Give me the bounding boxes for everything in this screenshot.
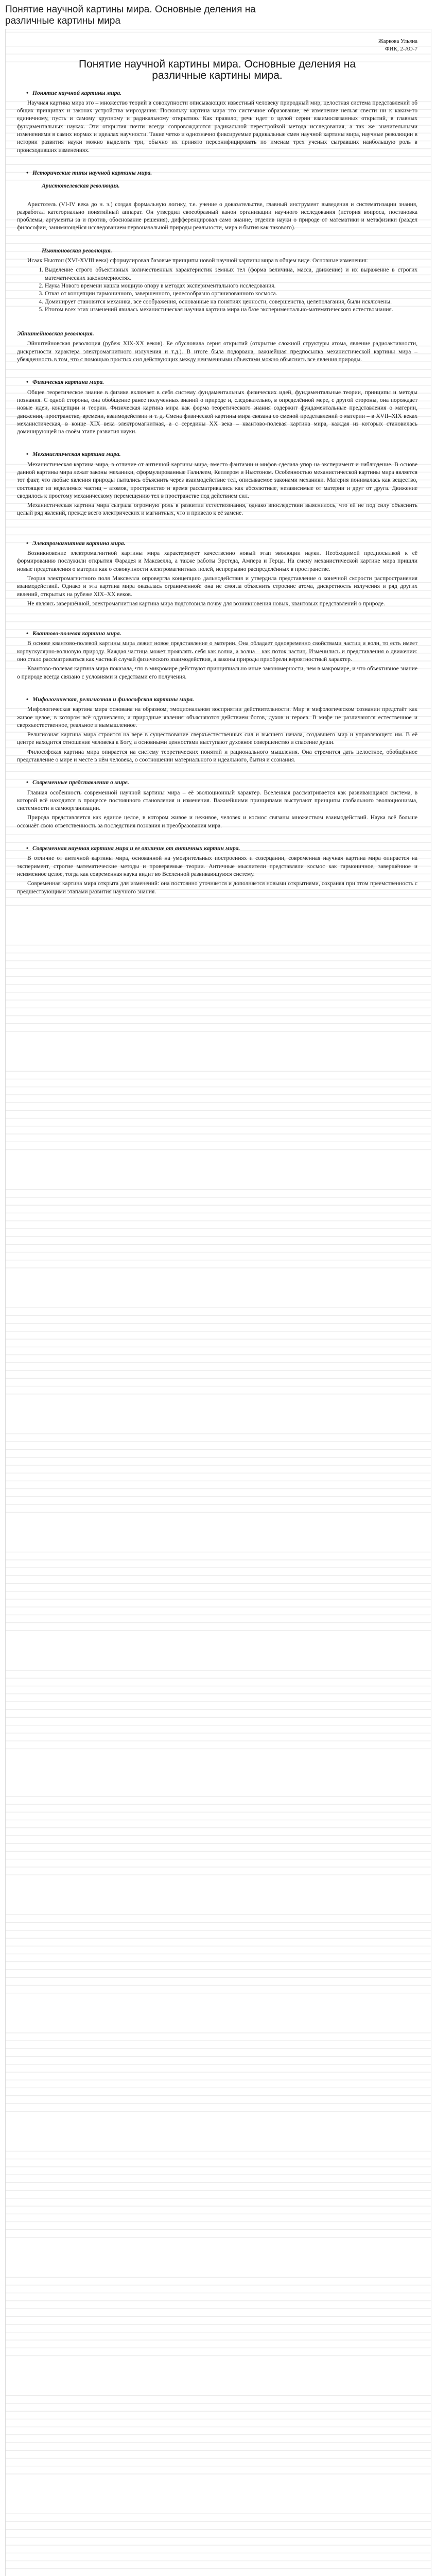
document-header-title: Понятие научной картины мира. Основные деления на различные картины мира [5, 4, 256, 26]
section-heading-mythological-religious-philosophical: • Мифологическая, религиозная и философская картины мира. [17, 696, 417, 704]
section-heading-mechanistic-picture: • Механистическая картина мира. [17, 451, 417, 459]
paragraph: Квантово-полевая картина мира показала, что в микромире действуют принципиально иные закономерности, чем в макромире, и что объективное знание о природе всегда связано с условиями и средствами его получения. [17, 666, 417, 680]
paragraph: Эйнштейновская революция (рубеж XIX-XX веков). Ее обусловила серия открытий (открытие сложной структуры атома, явление радиоактивности, дискретности характера электромагнитного излучения и т.д.). В итоге была подорвана, важнейшая предпосылка механистической картины мира – убежденность в том, что с помощью простых сил действующих между неизменными объектами можно объяснить все явления природы. [17, 341, 417, 363]
paragraph: Механистическая картина мира, в отличие от античной картины мира, вместо фантазии и мифов сделала упор на эксперимент и наблюдение. В основе данной картины мира лежат законы механики, сформулированные Галилеем, Кеплером и Ньютоном. Особенностью механистической картины мира является тот факт, что любые явления природы пытались объяснить через взаимодействие тел, описываемое законами механики. Материя понималась как вещество, состоящее из неделимых частиц – атомов, пространство и время рассматривались как абсолютные, независимые от материи и друг от друга. Движение сводилось к простому механическому перемещению тел в пространстве под действием сил. [17, 461, 417, 499]
section-heading-physical-picture: • Физическая картина мира. [17, 379, 417, 386]
subheading-aristotle-revolution: Аристотелевская революция. [42, 183, 120, 190]
subheading-newton-revolution: Ньютоновская революция. [42, 247, 112, 254]
list-item: 5. Итогом всех этих изменений явилась механистическая научная картина мира на базе экспериментально-математического естествознания. [45, 306, 417, 314]
paragraph: Исаак Ньютон (XVI-XVIII века) сформулировал базовые принципы новой научной картины мира в общем виде. Основные изменения: [27, 258, 368, 264]
list-item: 2. Наука Нового времени нашла мощную опору в методах экспериментального исследования. [45, 282, 417, 290]
paragraph: Аристотель (VI-IV века до н. э.) создал формальную логику, т.е. учение о доказательстве, главный инструмент выведения и систематизации знания, разработал категориально понятийный аппарат. Он утвердил своеобразный канон организации научного исследования (история вопроса, постановка проблемы, аргументы за и против, обоснование решения), дифференцировал само знание, отделив науки о природе от математики и метафизики (раздел философии, занимающейся исследованием первоначальной природы реальности, мира и бытия как такового). [17, 201, 417, 231]
paragraph: Религиозная картина мира строится на вере в существование сверхъестественных сил и высшего начала, создавшего мир и управляющего им. В её центре находится отношение человека к Богу, а основными ценностями выступают духовное совершенство и спасение души. [17, 732, 417, 746]
section-heading-quantum-field-picture: • Квантово-полевая картина мира. [17, 630, 417, 638]
paragraph: Не являясь завершённой, электромагнитная картина мира подготовила почву для возникновения новых, квантовых представлений о природе. [27, 600, 385, 607]
document-page [5, 29, 431, 2576]
changes-list [17, 266, 417, 314]
list-item: 3. Отказ от концепции гармоничного, завершенного, целесообразно организованного космоса. [45, 290, 417, 298]
paragraph: Мифологическая картина мира основана на образном, эмоциональном восприятии действительности. Мир в мифологическом сознании предстаёт как живое целое, в котором всё одушевлено, а природные явления объясняются действием богов, духов и героев. В мифе не различаются естественное и сверхъестественное, реальное и вымышленное. [17, 706, 417, 728]
paragraph: Главная особенность современной научной картины мира – её эволюционный характер. Вселенная рассматривается как развивающаяся система, в которой всё находится в процессе постоянного становления и изменения. Важнейшими принципами выступают принципы глобального эволюционизма, системности и самоорганизации. [17, 789, 417, 812]
paragraph: Природа представляется как единое целое, в котором живое и неживое, человек и космос связаны множеством взаимодействий. Наука всё больше осознаёт свою ответственность за последствия познания и преобразования мира. [17, 815, 417, 829]
paragraph: Возникновение электромагнитной картины мира характеризует качественно новый этап эволюции науки. Необходимой предпосылкой к её формированию послужили открытия Фарадея и Максвелла, а также работы Эрстеда, Ампера и Герца. На смену механистической картине мира пришли новые представления о материи как о совокупности электромагнитных полей, непрерывно распределённых в пространстве. [17, 550, 417, 572]
document-title: Понятие научной картины мира. Основные деления на различные картины мира. [79, 58, 356, 81]
section-heading-modern-vs-ancient: • Современная научная картина мира и ее отличие от античных картин мира. [17, 845, 417, 853]
paragraph: Философская картина мира опирается на систему теоретических понятий и рационального мышления. Она стремится дать целостное, обобщённое представление о мире и месте в нём человека, о соотношении материального и идеального, бытия и сознания. [17, 749, 417, 763]
subheading-einstein-revolution: Эйнштейновская революция. [17, 331, 94, 337]
paragraph: Общее теоретическое знание в физике включает в себя систему фундаментальных физических идей, фундаментальные теории, принципы и методы познания. С одной стороны, она обобщение ранее полученных знаний о природе и, следовательно, в определённой мере, с другой стороны, она порождает новые идеи, концепции и теории. Физическая картина мира как форма теоретического знания содержит фундаментальные представления о материи, движении, пространстве, времени, взаимодействии и т. д. Смена физической картины мира связана со сменой представлений о материи – в XVII–XIX веках механистическая, в конце XIX века электромагнитная, а с середины XX века – квантово-полевая картина мира, каждая из которых становилась доминирующей на своём этапе развития науки. [17, 389, 417, 435]
paragraph: Теория электромагнитного поля Максвелла опровергла концепцию дальнодействия и утвердила представление о конечной скорости распространения взаимодействий. Однако и эта картина мира оказалась ограниченной: она не смогла объяснить строение атома, дискретность излучения и ряд других явлений, открытых на рубеже XIX–XX веков. [17, 575, 417, 598]
paragraph: Современная картина мира открыта для изменений: она постоянно уточняется и дополняется новыми открытиями, сохраняя при этом преемственность с предшествующими этапами развития научного знания. [17, 880, 417, 895]
paragraph: Научная картина мира это – множество теорий в совокупности описывающих известный человеку природный мир, целостная система представлений об общих принципах и законах устройства мироздания. Поскольку картина мира это системное образование, её изменение нельзя свести ни к каким-то единичному, пусть и самому крупному и радикальному открытию. Как правило, речь идет о целой серии взаимосвязанных открытий, в главных фундаментальных науках. Эти открытия почти всегда сопровождаются радикальной перестройкой метода исследования, а так же значительными изменениями в самих нормах и идеалах научности. Такие четко и однозначно фиксируемые радикальные смен научной картины мира, научные революции в истории развития науки можно выделить три, обычно их принято персонифицировать по именам трех ученых сыгравших наибольшую роль в происходивших изменениях. [17, 99, 417, 154]
paragraph: Механистическая картина мира сыграла огромную роль в развитии естествознания, однако впоследствии выяснилось, что ей не под силу объяснить целый ряд явлений, прежде всего электрических и магнитных, что и привело к её замене. [17, 502, 417, 517]
list-item: 4. Доминирует становится механика, все соображения, основанные на понятиях ценности, совершенства, целеполагания, были исключены. [45, 298, 417, 306]
list-item: 1. Выделение строго объективных количественных характеристик земных тел (форма величина, масса, движение) и их выражение в строгих математических закономерностях. [45, 266, 417, 282]
section-heading-electromagnetic-picture: • Электромагнитная картина мира. [17, 540, 417, 548]
paragraph: В основе квантово-полевой картины мира лежит новое представление о материи. Она обладает одновременно свойствами частиц и волн, то есть имеет корпускулярно-волновую природу. Каждая частица может проявлять себя как волна, а волна – как поток частиц. Изменились и представления о движении: оно стало рассматриваться как частный случай физического взаимодействия, а законы природы приобрели вероятностный характер. [17, 640, 417, 663]
author-group: ФИК, 2-АО-7 [385, 46, 417, 53]
author-name: Жаркова Ульяна [378, 38, 417, 44]
section-heading-modern-views: • Современные представления о мире. [17, 779, 417, 787]
paragraph: В отличие от античной картины мира, основанной на умозрительных построениях и созерцании, современная научная картина мира опирается на эксперимент, строгие математические методы и проверяемые теории. Античные мыслители представляли космос как гармоничное, завершённое и неизменное целое, тогда как современная наука видит во Вселенной развивающуюся систему. [17, 855, 417, 877]
section-heading-historical-types: • Исторические типы научной картины мира. [17, 170, 417, 177]
section-heading-concept: • Понятие научной картины мира. [17, 90, 417, 97]
